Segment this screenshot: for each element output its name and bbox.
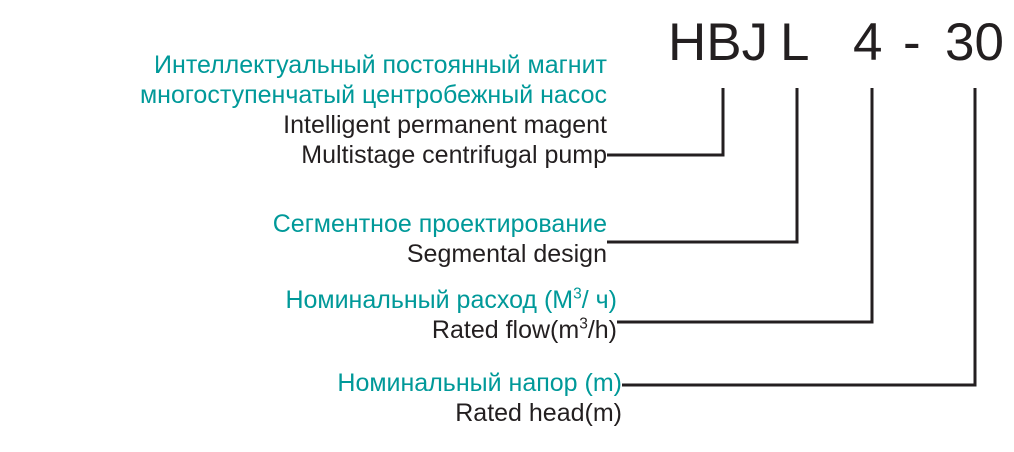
- label-en-line1: Rated head(m): [455, 399, 622, 427]
- label-ru-line1: Номинальный напор (m): [337, 369, 622, 397]
- label-en-line2: Multistage centrifugal pump: [301, 141, 607, 169]
- label-ru-line1: Сегментное проектирование: [272, 210, 607, 238]
- code-segment-separator: -: [903, 13, 921, 72]
- leader-line-design: [607, 88, 797, 242]
- label-en-line1: Segmental design: [406, 240, 607, 268]
- label-block-series: [140, 50, 607, 170]
- label-ru-line2: многоступенчатый центробежный насос: [139, 81, 607, 109]
- code-segment-head: 30: [945, 13, 1004, 72]
- code-segment-design: L: [780, 13, 810, 72]
- label-block-head: [337, 368, 622, 428]
- label-block-design: [273, 209, 607, 269]
- code-segment-flow: 4: [853, 13, 883, 72]
- leader-line-series: [607, 88, 723, 155]
- label-ru-line1: Номинальный расход ($М^3/$ ч): [285, 285, 617, 314]
- label-block-flow: [285, 285, 617, 345]
- code-segment-series: HBJ: [668, 13, 769, 72]
- label-en-line1: Intelligent permanent magent: [283, 111, 607, 139]
- label-ru-line1: Интеллектуальный постоянный магнит: [154, 51, 607, 79]
- label-en-line1: Rated $flow(m^3/h)$: [431, 315, 617, 344]
- leader-line-flow: [617, 88, 872, 322]
